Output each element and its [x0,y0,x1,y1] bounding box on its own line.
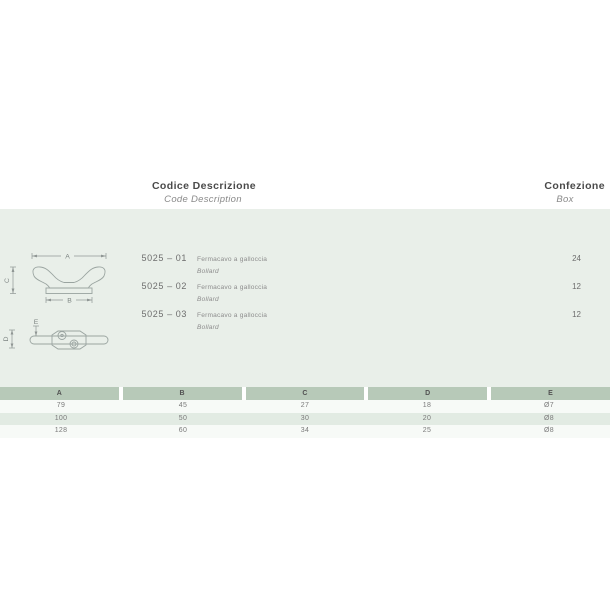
dimension-column-a: A [0,387,119,400]
table-cell: 100 [54,414,68,422]
table-cell: Ø7 [544,402,554,409]
column-header-code-description: Code Description [164,194,242,205]
table-cell: 60 [178,427,188,435]
product-description: Fermacavo a galloccia [197,255,268,263]
table-cell: 25 [422,427,432,435]
dimension-column-c: C [246,387,365,400]
dimension-label-c: C [4,278,11,283]
dimension-label-d: D [3,336,10,342]
product-box-qty: 24 [572,253,581,263]
table-row [0,413,610,426]
product-row [0,253,610,281]
table-cell: 128 [54,427,68,435]
table-cell: Ø8 [544,414,554,422]
table-cell: 50 [178,414,188,422]
product-description-en: Bollard [197,296,219,303]
dimensions-table-header [0,387,610,400]
dimension-label-b: B [67,297,72,305]
product-row [0,309,610,337]
table-row [0,425,610,438]
column-header-codice-descrizione: Codice Descrizione [151,180,257,192]
cleat-bar-top-view [30,336,108,344]
product-box-qty: 12 [572,309,581,319]
table-row [0,400,610,413]
dimension-column-b: B [123,387,242,400]
table-cell: 79 [56,402,66,409]
table-cell: 27 [300,402,310,409]
column-header-confezione: Confezione [544,180,605,192]
dimension-label-a: A [65,253,70,261]
dimension-column-d: D [368,387,487,400]
dimension-column-e: E [491,387,610,400]
table-cell: 18 [422,402,432,409]
product-code: 5025 – 03 [141,309,187,319]
table-cell: 45 [178,402,188,409]
product-box-qty: 12 [572,281,581,291]
product-description-en: Bollard [197,324,219,331]
dimensions-table [0,387,610,438]
dimension-label-e: E [33,319,39,326]
table-cell: 34 [300,427,310,435]
product-row [0,281,610,309]
product-code: 5025 – 02 [141,281,187,291]
product-description: Fermacavo a galloccia [197,283,268,291]
table-cell: Ø8 [544,427,554,435]
product-description-en: Bollard [197,268,219,275]
column-header-box: Box [556,194,574,205]
table-cell: 20 [422,414,432,422]
product-description: Fermacavo a galloccia [197,311,268,319]
product-code: 5025 – 01 [141,253,187,263]
table-cell: 30 [300,414,310,422]
